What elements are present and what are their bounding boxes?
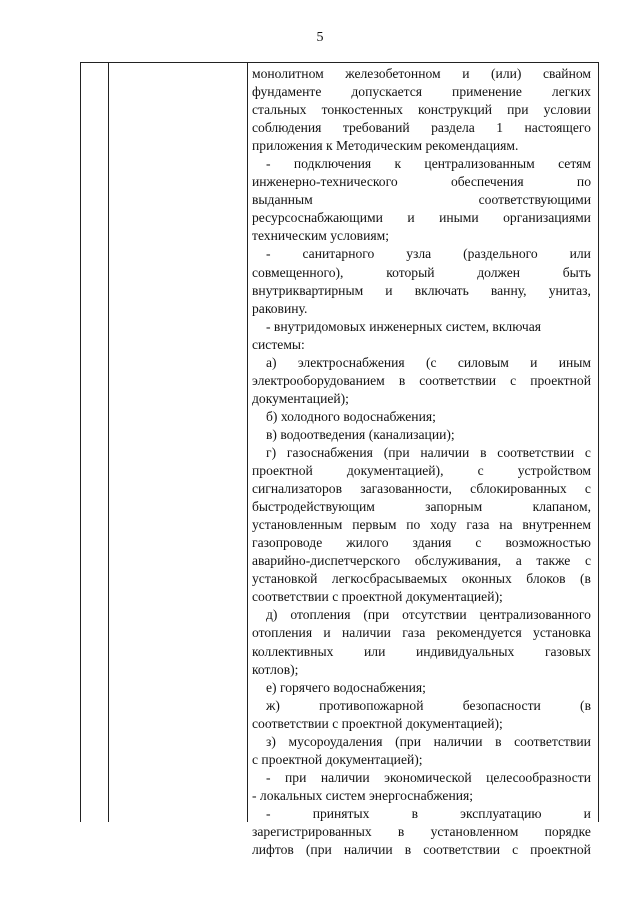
word: монолитном	[252, 66, 324, 81]
word: применение	[452, 84, 522, 100]
word: документацией),	[346, 463, 444, 479]
word: жилого	[346, 535, 389, 551]
word: включать	[414, 282, 469, 298]
word: отопления	[252, 625, 313, 641]
word: соответствии	[423, 842, 501, 858]
word: порядке	[544, 823, 591, 839]
word: 1	[496, 120, 504, 136]
text-line	[252, 516, 591, 534]
word: мусороудаления	[288, 733, 383, 749]
word: установленным	[252, 517, 343, 533]
word: ходу	[430, 517, 457, 533]
word: с	[475, 535, 482, 551]
word: сигнализаторов	[252, 481, 342, 497]
word: газа	[466, 517, 490, 533]
word: внутреннем	[522, 517, 591, 533]
word: рекомендуется	[436, 625, 522, 641]
word: выданным	[252, 192, 313, 208]
text-line: - локальных систем энергоснабжения;	[252, 787, 474, 803]
word: (в	[580, 697, 591, 713]
word: с	[584, 444, 591, 460]
word: иным	[558, 354, 591, 370]
word: (при	[363, 607, 390, 623]
word: отопления	[290, 607, 351, 623]
text-line	[252, 119, 591, 137]
word: (при	[395, 733, 421, 749]
text-line	[252, 65, 591, 83]
word: требований	[342, 120, 410, 136]
requirements-text-cell	[252, 65, 591, 858]
word: тонкостенных	[321, 102, 403, 118]
column-divider-2	[247, 63, 248, 822]
word: в	[495, 733, 502, 749]
text-line: е) горячего водоснабжения;	[266, 679, 426, 695]
text-line: документацией);	[252, 390, 349, 406]
word: г)	[266, 444, 277, 460]
word: наличии	[420, 444, 470, 460]
text-line	[252, 769, 591, 787]
text-line	[252, 354, 591, 372]
word: быть	[562, 264, 591, 280]
word: а	[515, 553, 522, 569]
text-line: системы:	[252, 336, 305, 352]
word: эксплуатацию	[460, 805, 542, 821]
text-line	[252, 264, 591, 282]
word: электроснабжения	[297, 354, 405, 370]
word: -	[266, 769, 271, 785]
word: легких	[551, 84, 591, 100]
word: при	[285, 769, 307, 785]
word: и	[323, 625, 331, 641]
word: в	[480, 444, 487, 460]
word: и	[530, 354, 538, 370]
word: с	[510, 372, 517, 388]
word: оконных	[461, 571, 512, 587]
word: наличии	[343, 842, 393, 858]
word: и	[407, 210, 415, 226]
word: установкой	[252, 571, 318, 587]
word: (при	[305, 842, 332, 858]
text-line	[252, 372, 591, 390]
word: установленном	[430, 823, 519, 839]
text-line: техническим условиям;	[252, 228, 389, 244]
text-line: соответствии с проектной документацией);	[252, 589, 503, 605]
text-line: в) водоотведения (канализации);	[266, 426, 455, 442]
text-line	[252, 841, 591, 859]
word: аварийно-диспетчерского	[252, 553, 401, 569]
text-line	[252, 552, 591, 570]
text-line	[252, 444, 591, 462]
text-line	[252, 823, 591, 841]
word: проектной	[252, 463, 313, 479]
word: газоснабжения	[286, 444, 373, 460]
word: легкосбрасываемых	[331, 571, 448, 587]
word: принятых	[312, 805, 370, 821]
word: проектной	[530, 842, 591, 858]
word: -	[266, 156, 271, 172]
word: индивидуальных	[416, 643, 515, 659]
word: и	[385, 282, 393, 298]
word: по	[576, 174, 591, 190]
word: допускается	[351, 84, 423, 100]
word: лифтов	[252, 842, 294, 858]
word: запорным	[425, 499, 483, 515]
word: обслуживания,	[414, 553, 502, 569]
word: клапаном,	[532, 499, 591, 515]
word: внутриквартирным	[252, 282, 364, 298]
text-line	[252, 570, 591, 588]
word: на	[499, 517, 513, 533]
word: организациями	[503, 210, 591, 226]
text-line: с проектной документацией);	[252, 751, 423, 767]
word: при	[507, 102, 529, 118]
word: электрооборудованием	[252, 372, 385, 388]
text-line	[252, 209, 591, 227]
word: стальных	[252, 102, 307, 118]
word: соответствии	[497, 444, 575, 460]
word: совмещенного),	[252, 264, 344, 280]
word: зарегистрированных	[252, 823, 372, 839]
text-line	[252, 155, 591, 173]
word: фундаменте	[252, 84, 322, 100]
column-divider-1	[108, 63, 109, 822]
word: в	[411, 805, 419, 821]
text-line	[252, 643, 591, 661]
word: и	[462, 66, 470, 81]
text-line	[252, 173, 591, 191]
word: газа	[402, 625, 426, 641]
word: возможностью	[505, 535, 591, 551]
text-line	[252, 282, 591, 300]
text-line: - внутридомовых инженерных систем, включая	[266, 318, 541, 334]
word: наличии	[342, 625, 391, 641]
word: железобетонном	[345, 66, 441, 81]
word: санитарного	[302, 246, 375, 262]
word: в	[397, 823, 405, 839]
text-line: приложения к Методическим рекомендациям.	[252, 138, 519, 154]
word: с	[512, 842, 519, 858]
word: с	[584, 481, 591, 497]
text-line: соответствии с проектной документацией);	[252, 715, 503, 731]
text-line	[252, 697, 591, 715]
word: загазованности,	[360, 481, 452, 497]
word: ресурсоснабжающими	[252, 210, 383, 226]
word: по	[406, 517, 421, 533]
text-line	[252, 534, 591, 552]
word: отсутствии	[402, 607, 467, 623]
word: сблокированных	[470, 481, 567, 497]
text-line: раковину.	[252, 300, 308, 316]
word: ж)	[266, 697, 280, 713]
word: установка	[533, 625, 591, 641]
word: и	[583, 805, 591, 821]
word: устройством	[517, 463, 591, 479]
word: силовым	[457, 354, 509, 370]
word: обеспечения	[450, 174, 524, 190]
text-line	[252, 624, 591, 642]
word: коллективных	[252, 643, 334, 659]
word: иными	[439, 210, 479, 226]
word: с	[584, 553, 591, 569]
text-line	[252, 191, 591, 209]
text-line: котлов);	[252, 661, 299, 677]
word: ванну,	[490, 282, 527, 298]
word: газовых	[544, 643, 591, 659]
word: соответствии	[514, 733, 591, 749]
word: свайном	[542, 66, 591, 81]
word: блоков	[526, 571, 566, 587]
text-line	[252, 101, 591, 119]
page-number: 5	[316, 30, 324, 45]
word: наличии	[433, 733, 483, 749]
word: раздела	[431, 120, 475, 136]
text-line	[252, 245, 591, 263]
word: условии	[543, 102, 591, 118]
word: или	[364, 643, 386, 659]
word: соответствии	[419, 372, 497, 388]
requirements-table	[80, 62, 599, 858]
word: газопроводе	[252, 535, 323, 551]
text-line	[252, 480, 591, 498]
word: (при	[383, 444, 410, 460]
word: здания	[412, 535, 452, 551]
text-line: б) холодного водоснабжения;	[266, 408, 436, 424]
word: быстродействующим	[252, 499, 375, 515]
word: в	[398, 372, 406, 388]
word: также	[536, 553, 571, 569]
word: -	[266, 246, 271, 262]
word: безопасности	[462, 697, 541, 713]
word: (раздельного	[463, 246, 538, 262]
word: с	[477, 463, 484, 479]
word: (с	[425, 354, 437, 370]
word: к	[394, 156, 402, 172]
word: д)	[266, 607, 278, 623]
word: первым	[352, 517, 397, 533]
word: в	[404, 842, 412, 858]
word: который	[386, 264, 435, 280]
word: или	[569, 246, 591, 262]
text-line	[252, 462, 591, 480]
word: проектной	[530, 372, 591, 388]
text-line	[252, 805, 591, 823]
word: должен	[477, 264, 521, 280]
word: противопожарной	[319, 697, 424, 713]
word: -	[266, 805, 271, 821]
text-line	[252, 83, 591, 101]
word: узла	[406, 246, 432, 262]
word: сетям	[558, 156, 591, 172]
text-line	[252, 733, 591, 751]
word: целесообразности	[486, 769, 591, 785]
text-line	[252, 606, 591, 624]
word: инженерно-технического	[252, 174, 398, 190]
word: подключения	[293, 156, 372, 172]
word: централизованного	[479, 607, 591, 623]
text-line	[252, 498, 591, 516]
word: наличии	[320, 769, 370, 785]
word: соблюдения	[252, 120, 322, 136]
word: конструкций	[418, 102, 493, 118]
word: унитаз,	[548, 282, 591, 298]
word: соответствующими	[478, 192, 591, 208]
word: а)	[266, 354, 277, 370]
word: централизованным	[424, 156, 535, 172]
word: экономической	[384, 769, 472, 785]
word: (или)	[491, 66, 522, 81]
word: (в	[580, 571, 591, 587]
word: з)	[266, 733, 276, 749]
word: настоящего	[524, 120, 591, 136]
